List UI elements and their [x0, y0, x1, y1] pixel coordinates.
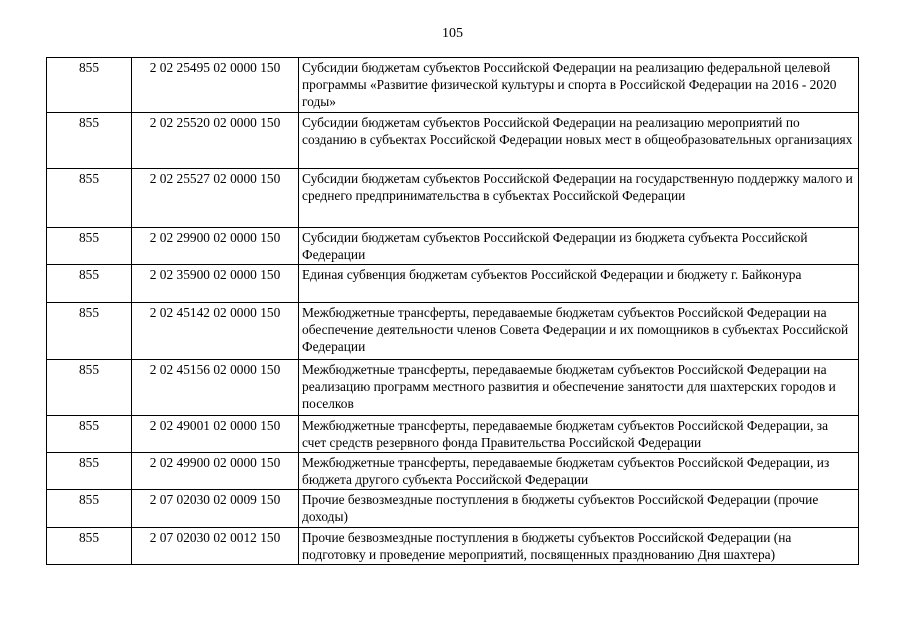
- table-row: [47, 58, 859, 113]
- revenue-name-cell: Субсидии бюджетам субъектов Российской Федерации на государственную поддержку малого и среднего предпринимательства в субъектах Российской Федерации: [299, 169, 859, 228]
- admin-code-cell: 855: [47, 58, 132, 113]
- revenue-name-cell: Межбюджетные трансферты, передаваемые бюджетам субъектов Российской Федерации на обеспечение деятельности членов Совета Федерации и их помощников в субъектах Российской Федерации: [299, 303, 859, 360]
- budget-code-cell: 2 02 49900 02 0000 150: [132, 453, 299, 490]
- admin-code-cell: 855: [47, 169, 132, 228]
- budget-code-cell: 2 07 02030 02 0012 150: [132, 528, 299, 565]
- admin-code-cell: 855: [47, 113, 132, 169]
- budget-code-cell: 2 02 25527 02 0000 150: [132, 169, 299, 228]
- table-row: [47, 228, 859, 265]
- admin-code-cell: 855: [47, 490, 132, 528]
- revenue-name-cell: Субсидии бюджетам субъектов Российской Федерации на реализацию федеральной целевой программы «Развитие физической культуры и спорта в Российской Федерации на 2016 - 2020 годы»: [299, 58, 859, 113]
- budget-code-cell: 2 02 35900 02 0000 150: [132, 265, 299, 303]
- revenue-name-cell: Прочие безвозмездные поступления в бюджеты субъектов Российской Федерации (на подготовку и проведение мероприятий, посвященных празднованию Дня шахтера): [299, 528, 859, 565]
- admin-code-cell: 855: [47, 228, 132, 265]
- budget-code-cell: 2 02 25495 02 0000 150: [132, 58, 299, 113]
- revenue-name-cell: Прочие безвозмездные поступления в бюджеты субъектов Российской Федерации (прочие доходы): [299, 490, 859, 528]
- page-number: 105: [442, 26, 463, 41]
- revenue-name-cell: Межбюджетные трансферты, передаваемые бюджетам субъектов Российской Федерации на реализацию программ местного развития и обеспечение занятости для шахтерских городов и поселков: [299, 360, 859, 416]
- admin-code-cell: 855: [47, 265, 132, 303]
- budget-code-cell: 2 07 02030 02 0009 150: [132, 490, 299, 528]
- table-row: [47, 490, 859, 528]
- table-row: [47, 265, 859, 303]
- admin-code-cell: 855: [47, 360, 132, 416]
- revenue-name-cell: Субсидии бюджетам субъектов Российской Федерации из бюджета субъекта Российской Федерации: [299, 228, 859, 265]
- admin-code-cell: 855: [47, 453, 132, 490]
- revenue-name-cell: Межбюджетные трансферты, передаваемые бюджетам субъектов Российской Федерации, за счет средств резервного фонда Правительства Российской Федерации: [299, 416, 859, 453]
- admin-code-cell: 855: [47, 528, 132, 565]
- revenue-name-cell: Межбюджетные трансферты, передаваемые бюджетам субъектов Российской Федерации, из бюджета другого субъекта Российской Федерации: [299, 453, 859, 490]
- table-row: [47, 113, 859, 169]
- revenue-name-cell: Субсидии бюджетам субъектов Российской Федерации на реализацию мероприятий по созданию в субъектах Российской Федерации новых мест в общеобразовательных организациях: [299, 113, 859, 169]
- budget-code-cell: 2 02 45142 02 0000 150: [132, 303, 299, 360]
- table-row: [47, 416, 859, 453]
- budget-code-cell: 2 02 25520 02 0000 150: [132, 113, 299, 169]
- table-row: [47, 360, 859, 416]
- revenue-codes-table: [46, 57, 859, 565]
- table-row: [47, 169, 859, 228]
- table-row: [47, 303, 859, 360]
- admin-code-cell: 855: [47, 416, 132, 453]
- admin-code-cell: 855: [47, 303, 132, 360]
- budget-code-cell: 2 02 49001 02 0000 150: [132, 416, 299, 453]
- table-row: [47, 453, 859, 490]
- revenue-name-cell: Единая субвенция бюджетам субъектов Российской Федерации и бюджету г. Байконура: [299, 265, 859, 303]
- budget-code-cell: 2 02 29900 02 0000 150: [132, 228, 299, 265]
- table-row: [47, 528, 859, 565]
- budget-code-cell: 2 02 45156 02 0000 150: [132, 360, 299, 416]
